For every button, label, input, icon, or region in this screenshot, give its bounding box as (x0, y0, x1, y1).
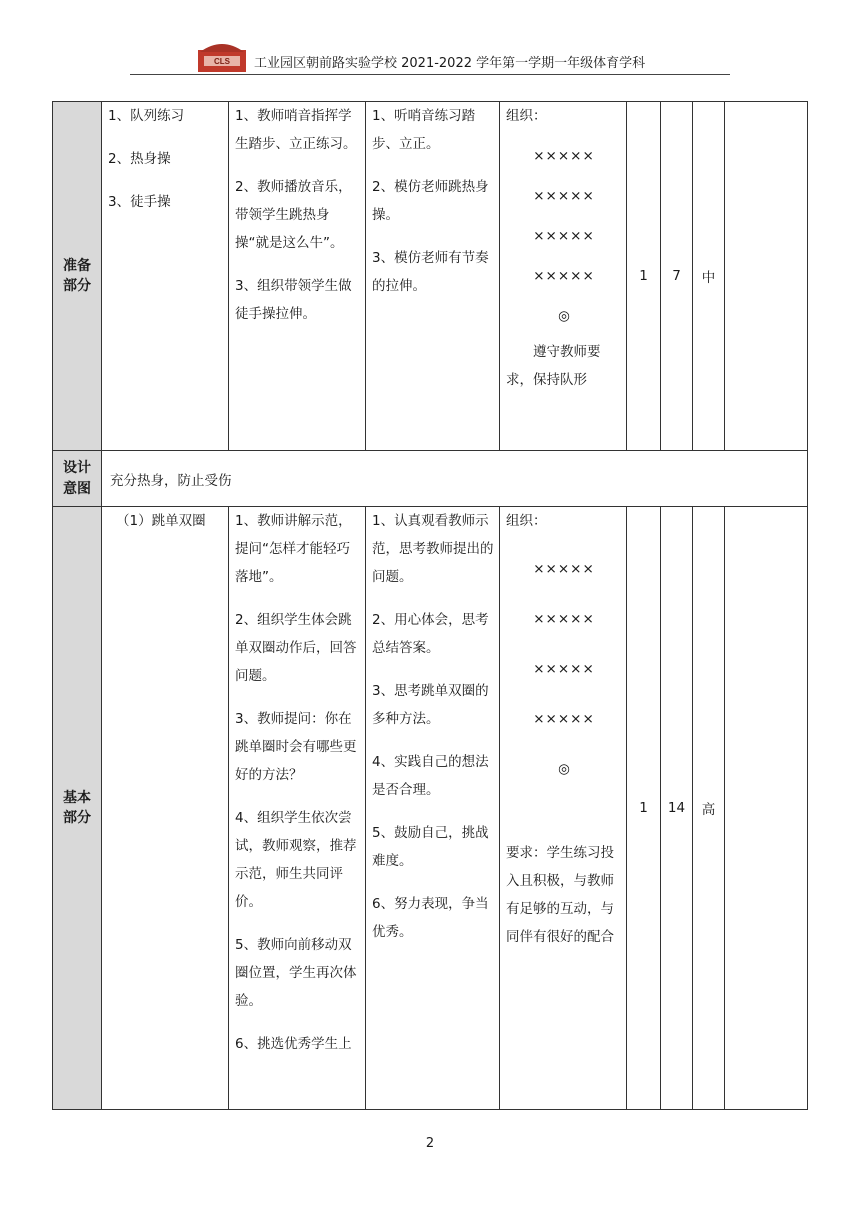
page-header (130, 36, 730, 76)
formation-row: ××××× (533, 188, 595, 204)
teacher-position-icon: ◎ (558, 761, 570, 777)
basic-empty-cell (725, 507, 808, 1110)
list-item: 3、模仿老师有节奏的拉伸。 (372, 250, 489, 294)
formation-row: ××××× (533, 561, 595, 577)
list-item: 2、用心体会，思考总结答案。 (372, 612, 489, 656)
design-text: 充分热身，防止受伤 (102, 451, 808, 507)
list-item: 2、模仿老师跳热身操。 (372, 179, 489, 223)
prep-content-cell (102, 102, 229, 451)
prep-intensity: 中 (693, 102, 725, 451)
prep-col-2: 7 (661, 102, 693, 451)
prep-col-1: 1 (627, 102, 661, 451)
requirement-text: 遵守教师要求，保持队形 (506, 344, 601, 388)
basic-label: 基本 部分 (53, 507, 102, 1110)
list-item: 2、教师播放音乐，带领学生跳热身操“就是这么牛”。 (235, 179, 352, 251)
school-logo (196, 40, 248, 74)
basic-col-2: 14 (661, 507, 693, 1110)
design-row (53, 451, 808, 507)
page-number: 2 (425, 1136, 435, 1151)
list-item: 1、教师哨音指挥学生踏步、立正练习。 (235, 108, 357, 152)
list-item: 6、努力表现，争当优秀。 (372, 896, 489, 940)
list-item: 1、教师讲解示范，提问“怎样才能轻巧落地”。 (235, 513, 352, 585)
basic-student-cell (366, 507, 500, 1110)
prep-teacher-cell (229, 102, 366, 451)
prep-row (53, 102, 808, 451)
list-item: 1、认真观看教师示范，思考教师提出的问题。 (372, 513, 494, 585)
formation-row: ××××× (533, 661, 595, 677)
design-label: 设计 意图 (53, 451, 102, 507)
basic-teacher-cell (229, 507, 366, 1110)
basic-intensity: 高 (693, 507, 725, 1110)
basic-row (53, 507, 808, 1110)
prep-empty-cell (725, 102, 808, 451)
formation-row: ××××× (533, 228, 595, 244)
requirement-text: 要求：学生练习投入且积极，与教师有足够的互动，与同伴有很好的配合 (506, 845, 614, 945)
organization-title: 组织： (506, 108, 547, 124)
svg-text:CLS: CLS (214, 57, 230, 66)
list-item: （1）跳单双圈 (116, 513, 206, 529)
list-item: 1、队列练习 (108, 108, 185, 124)
organization-title: 组织： (506, 513, 547, 529)
header-title: 工业园区朝前路实验学校 2021-2022 学年第一学期一年级体育学科 (254, 56, 646, 71)
list-item: 2、热身操 (108, 151, 171, 167)
list-item: 3、教师提问：你在跳单圈时会有哪些更好的方法？ (235, 711, 357, 783)
prep-student-cell (366, 102, 500, 451)
basic-organization-cell (500, 507, 627, 1110)
list-item: 1、听哨音练习踏步、立正。 (372, 108, 476, 152)
list-item: 3、徒手操 (108, 194, 171, 210)
formation-row: ××××× (533, 268, 595, 284)
prep-label: 准备 部分 (53, 102, 102, 451)
formation-row: ××××× (533, 148, 595, 164)
list-item: 5、教师向前移动双圈位置，学生再次体验。 (235, 937, 357, 1009)
list-item: 5、鼓励自己，挑战难度。 (372, 825, 489, 869)
list-item: 4、组织学生依次尝试，教师观察，推荐示范，师生共同评价。 (235, 810, 357, 910)
list-item: 4、实践自己的想法是否合理。 (372, 754, 489, 798)
list-item: 6、挑选优秀学生上 (235, 1036, 352, 1052)
teacher-position-icon: ◎ (558, 308, 570, 324)
list-item: 3、思考跳单双圈的多种方法。 (372, 683, 489, 727)
formation-row: ××××× (533, 711, 595, 727)
lesson-plan-table (52, 101, 808, 1110)
header-divider (130, 74, 730, 75)
prep-organization-cell (500, 102, 627, 451)
basic-col-1: 1 (627, 507, 661, 1110)
list-item: 3、组织带领学生做徒手操拉伸。 (235, 278, 352, 322)
basic-content-cell (102, 507, 229, 1110)
list-item: 2、组织学生体会跳单双圈动作后，回答问题。 (235, 612, 357, 684)
formation-row: ××××× (533, 611, 595, 627)
